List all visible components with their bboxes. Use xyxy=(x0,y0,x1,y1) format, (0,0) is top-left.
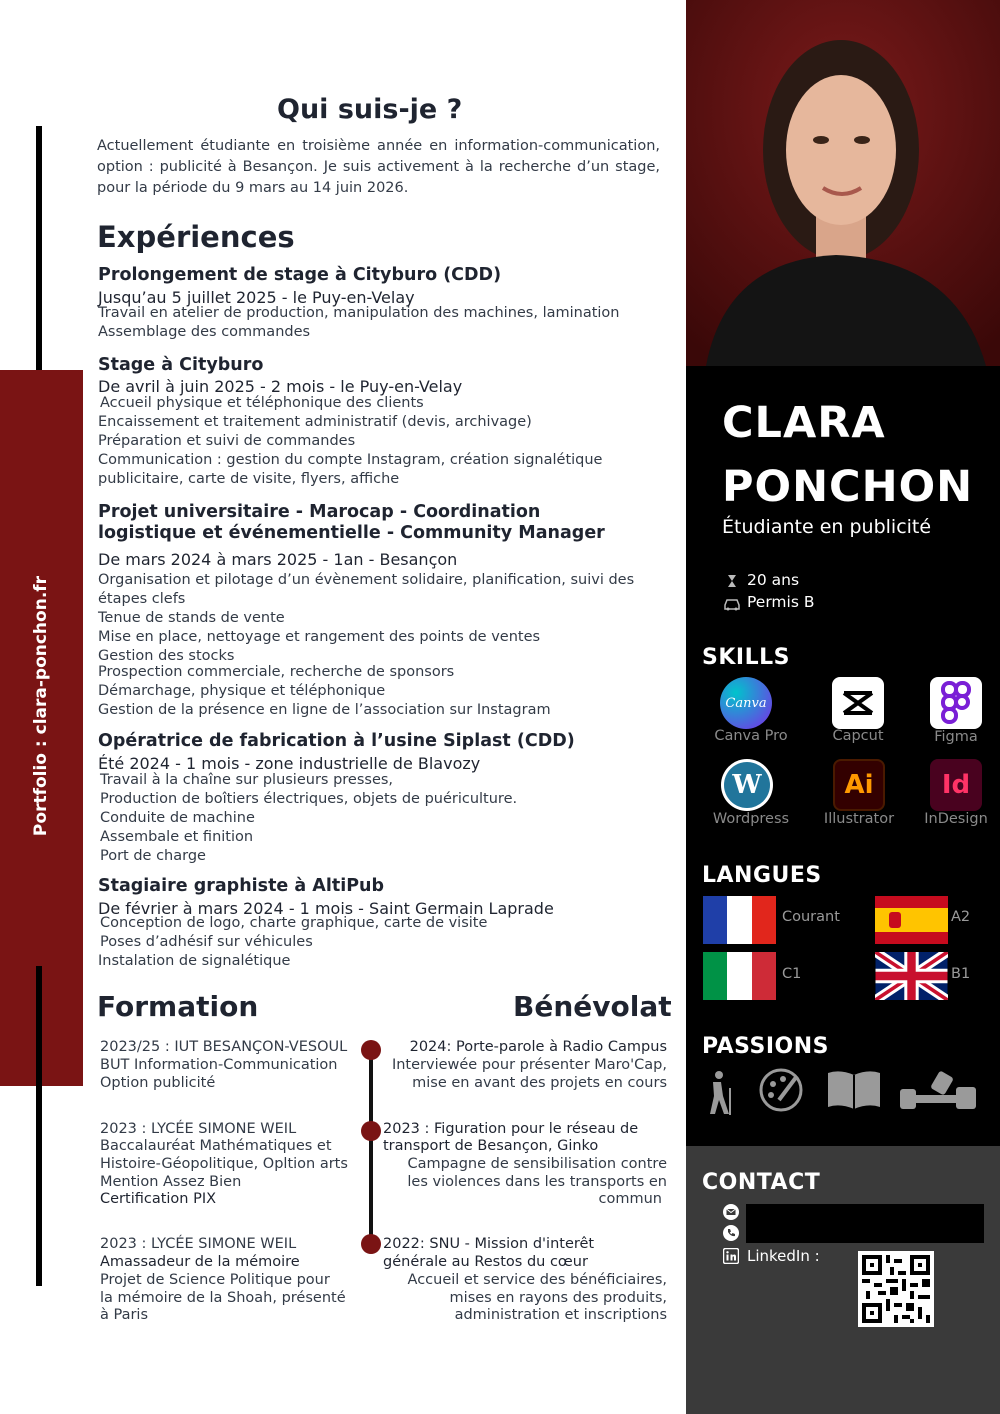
benevolat-line: Campagne de sensibilisation contre xyxy=(407,1156,667,1172)
benevolat-line: les violences dans les transports en xyxy=(407,1174,667,1190)
indesign-icon xyxy=(930,759,982,811)
formation-line: BUT Information-Communication xyxy=(100,1057,338,1073)
exp-line: Instalation de signalétique xyxy=(98,953,291,969)
phone-icon xyxy=(723,1225,739,1245)
skill-label: Wordpress xyxy=(712,811,790,827)
benevolat-title: Bénévolat xyxy=(513,990,672,1023)
hourglass-icon xyxy=(725,573,739,587)
exp-title: Stagiaire graphiste à AltiPub xyxy=(98,876,385,896)
exp-date: Été 2024 - 1 mois - zone industrielle de Blavozy xyxy=(98,754,481,773)
exp-line: Travail à la chaîne sur plusieurs presses, xyxy=(100,772,394,788)
exp-line: Conduite de machine xyxy=(100,810,255,826)
italian-flag xyxy=(703,952,776,1000)
contact-title: CONTACT xyxy=(702,1170,821,1195)
benevolat-line: commun xyxy=(598,1191,662,1207)
dumbbell-icon xyxy=(898,1067,978,1119)
capcut-icon xyxy=(832,677,884,729)
age: 20 ans xyxy=(747,571,800,589)
exp-title: Projet universitaire - Marocap - Coordination xyxy=(98,502,541,522)
french-flag xyxy=(703,896,776,944)
timeline-dot xyxy=(361,1040,381,1060)
benevolat-head: 2024: Porte-parole à Radio Campus xyxy=(409,1039,667,1055)
exp-line: Gestion de la présence en ligne de l’association sur Instagram xyxy=(98,702,551,718)
skill-label: Figma xyxy=(934,729,978,745)
formation-line: Option publicité xyxy=(100,1075,216,1091)
linkedin-icon xyxy=(723,1248,739,1268)
exp-title: Prolongement de stage à Cityburo (CDD) xyxy=(98,265,502,285)
exp-line: étapes clefs xyxy=(98,591,186,607)
exp-title: logistique et événementielle - Community Manager xyxy=(98,523,605,543)
exp-line: Conception de logo, charte graphique, carte de visite xyxy=(100,915,488,931)
portfolio-link[interactable]: Portfolio : clara-ponchon.fr xyxy=(31,575,51,837)
illustrator-icon xyxy=(833,759,885,811)
formation-line: Mention Assez Bien xyxy=(100,1174,242,1190)
canva-logo-text: Canva xyxy=(725,695,767,711)
benevolat-line: Interviewée pour présenter Maro'Cap, xyxy=(391,1057,667,1073)
exp-line: publicitaire, carte de visite, flyers, affiche xyxy=(98,471,400,487)
timeline-line xyxy=(369,1046,373,1246)
illustrator-logo-text: Ai xyxy=(844,770,874,800)
wordpress-icon xyxy=(721,759,773,811)
last-name: PONCHON xyxy=(722,462,974,512)
benevolat-line: mise en avant des projets en cours xyxy=(412,1075,667,1091)
exp-line: Assembale et finition xyxy=(100,829,254,845)
exp-line: Communication : gestion du compte Instagram, création signalétique xyxy=(98,452,603,468)
exp-line: Démarchage, physique et téléphonique xyxy=(98,683,386,699)
formation-line: Baccalauréat Mathématiques et xyxy=(100,1138,332,1154)
formation-line: Projet de Science Politique pour xyxy=(100,1272,330,1288)
exp-line: Mise en place, nettoyage et rangement des points de ventes xyxy=(98,629,541,645)
langues-title: LANGUES xyxy=(702,863,822,888)
formation-head: 2023 : LYCÉE SIMONE WEIL xyxy=(100,1236,297,1252)
lang-level: B1 xyxy=(951,966,971,982)
job-subtitle: Étudiante en publicité xyxy=(722,516,932,538)
hiking-icon xyxy=(703,1070,735,1120)
email-icon xyxy=(723,1204,739,1224)
exp-date: De mars 2024 à mars 2025 - 1an - Besançon xyxy=(98,550,458,569)
exp-line: Assemblage des commandes xyxy=(98,324,311,340)
exp-line: Poses d’adhésif sur véhicules xyxy=(100,934,313,950)
redacted-contact-box xyxy=(746,1204,984,1243)
exp-line: Prospection commerciale, recherche de sponsors xyxy=(98,664,455,680)
formation-title: Formation xyxy=(97,990,259,1023)
skills-title: SKILLS xyxy=(702,645,790,670)
exp-title: Opératrice de fabrication à l’usine Siplast (CDD) xyxy=(98,731,575,751)
formation-line: Histoire-Géopolitique, Opltion arts xyxy=(100,1156,348,1172)
indesign-logo-text: Id xyxy=(941,770,971,800)
profile-photo xyxy=(686,0,1000,366)
license: Permis B xyxy=(747,593,815,611)
wordpress-logo-text: W xyxy=(732,770,762,800)
linkedin-label[interactable]: LinkedIn : xyxy=(747,1247,820,1265)
exp-line: Port de charge xyxy=(100,848,206,864)
exp-date: De avril à juin 2025 - 2 mois - le Puy-en-Velay xyxy=(98,377,463,396)
exp-date: Jusqu’au 5 juillet 2025 - le Puy-en-Velay xyxy=(98,288,415,307)
car-icon xyxy=(723,596,741,610)
about-title: Qui suis-je ? xyxy=(277,94,463,125)
experiences-title: Expériences xyxy=(97,220,295,254)
formation-head: 2023 : LYCÉE SIMONE WEIL xyxy=(100,1121,297,1137)
exp-title: Stage à Cityburo xyxy=(98,355,264,375)
benevolat-head: transport de Besançon, Ginko xyxy=(383,1138,599,1154)
qr-code-icon[interactable] xyxy=(858,1251,934,1327)
benevolat-line: administration et inscriptions xyxy=(454,1307,667,1323)
canva-icon xyxy=(720,677,772,729)
book-icon xyxy=(826,1067,882,1115)
benevolat-line: Accueil et service des bénéficiaires, xyxy=(407,1272,667,1288)
exp-line: Travail en atelier de production, manipulation des machines, lamination xyxy=(98,305,620,321)
formation-head: 2023/25 : IUT BESANÇON-VESOUL xyxy=(100,1039,348,1055)
exp-line: Production de boîtiers électriques, objets de puériculture. xyxy=(100,791,518,807)
skill-label: InDesign xyxy=(924,811,988,827)
exp-line: Encaissement et traitement administratif (devis, archivage) xyxy=(98,414,532,430)
spanish-flag xyxy=(875,896,948,944)
timeline-dot xyxy=(361,1234,381,1254)
exp-line: Organisation et pilotage d’un évènement solidaire, planification, suivi des xyxy=(98,572,635,588)
exp-line: Préparation et suivi de commandes xyxy=(98,433,356,449)
exp-date: De février à mars 2024 - 1 mois - Saint Germain Laprade xyxy=(98,899,554,918)
formation-line: Certification PIX xyxy=(100,1191,217,1207)
formation-line: à Paris xyxy=(100,1307,149,1323)
uk-flag xyxy=(875,952,948,1000)
lang-level: A2 xyxy=(951,909,971,925)
benevolat-line: mises en rayons des produits, xyxy=(449,1290,667,1306)
skill-label: Capcut xyxy=(832,728,884,744)
skill-label: Illustrator xyxy=(823,811,895,827)
first-name: CLARA xyxy=(722,398,886,448)
figma-icon xyxy=(930,677,982,729)
formation-line: Amassadeur de la mémoire xyxy=(100,1254,300,1270)
passions-title: PASSIONS xyxy=(702,1034,829,1059)
exp-line: Accueil physique et téléphonique des clients xyxy=(100,395,424,411)
lang-level: Courant xyxy=(782,909,840,925)
timeline-dot xyxy=(361,1121,381,1141)
benevolat-head: 2022: SNU - Mission d'interêt xyxy=(383,1236,595,1252)
painting-palette-icon xyxy=(757,1066,805,1118)
skill-label: Canva Pro xyxy=(714,728,788,744)
benevolat-head: 2023 : Figuration pour le réseau de xyxy=(383,1121,639,1137)
decor-bar-bottom xyxy=(36,966,42,1286)
about-text: Actuellement étudiante en troisième année en information-communication, option : publicité à Besançon. Je suis activement à la recherche d’un stage, pour la période du 9 mars au 14 juin 2026. xyxy=(97,138,660,196)
benevolat-head: générale au Restos du cœur xyxy=(383,1254,588,1270)
exp-line: Tenue de stands de vente xyxy=(98,610,285,626)
lang-level: C1 xyxy=(782,966,802,982)
formation-line: la mémoire de la Shoah, présenté xyxy=(100,1290,346,1306)
exp-line: Gestion des stocks xyxy=(98,648,235,664)
